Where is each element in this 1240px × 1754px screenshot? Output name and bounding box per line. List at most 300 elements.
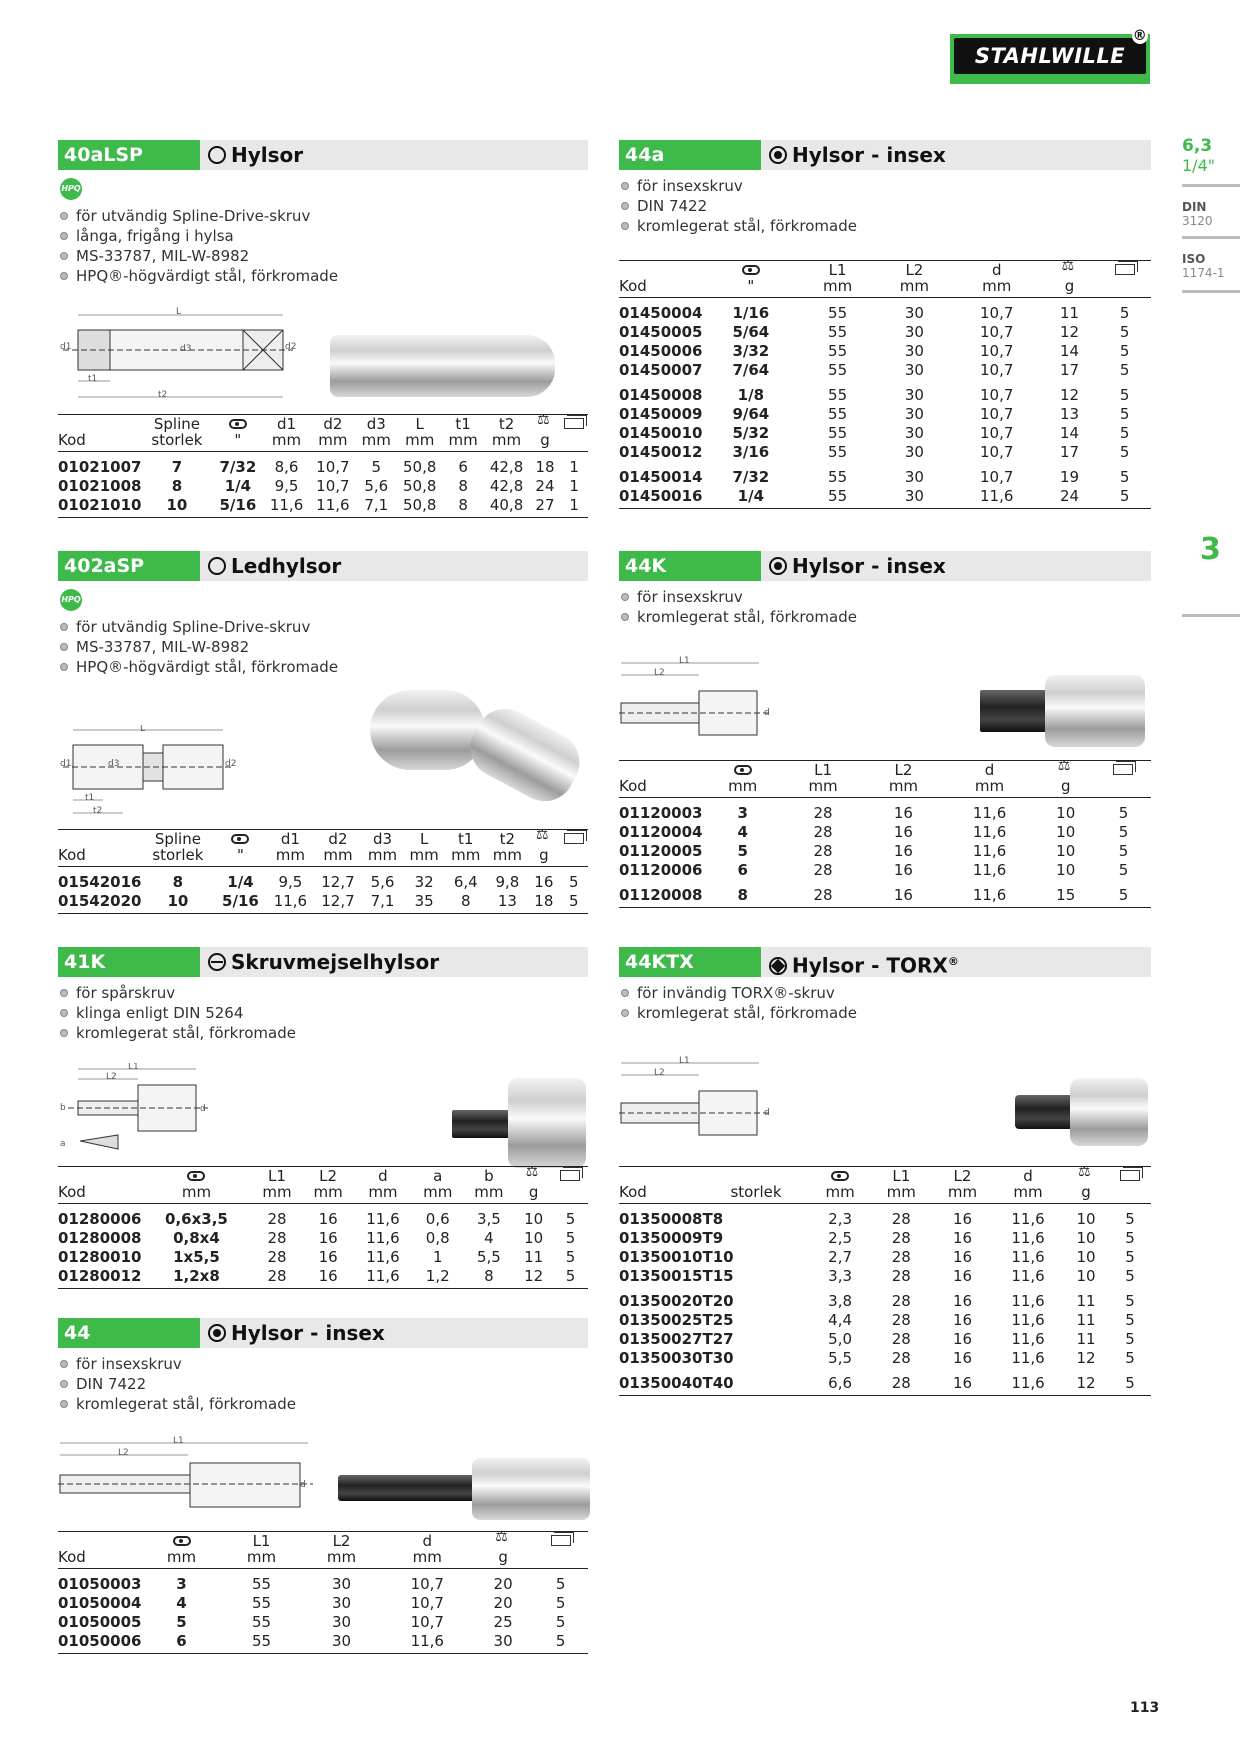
table-cell: 3,8 [828, 1292, 853, 1310]
table-cell: 12,7 [314, 892, 362, 914]
table-cell: 5 [1119, 443, 1130, 461]
column-header: mm [703, 778, 783, 798]
table-cell: 5 [1098, 487, 1151, 509]
column-header: mm [314, 847, 362, 867]
product-photo-screwdriver-socket [508, 1078, 586, 1168]
table-cell: 5 [1119, 361, 1130, 379]
technical-drawing [58, 1435, 318, 1515]
table-row [619, 380, 1151, 405]
dim-label-d2: d2 [225, 759, 237, 769]
column-header: t2 [498, 415, 515, 433]
column-header: L2 [953, 1167, 972, 1185]
article-code: 01280008 [58, 1229, 142, 1247]
article-code: 01350027 [619, 1330, 703, 1348]
column-header: g [473, 1549, 533, 1569]
table-cell: 20 [493, 1575, 513, 1593]
section-header [619, 551, 1151, 581]
column-header: mm [443, 432, 484, 452]
table-cell: 11,6 [366, 1210, 400, 1228]
dim-label-d2: d2 [285, 342, 297, 352]
table-cell: 16 [952, 1330, 973, 1348]
dim-label-d1: d1 [60, 759, 72, 769]
torx-icon [769, 957, 787, 975]
table-row [58, 1248, 588, 1267]
dim-label-L1: L1 [173, 1436, 184, 1446]
feature-item: för insexskruv [619, 176, 1151, 196]
dim-label-t2: t2 [93, 806, 103, 816]
article-code: 01450005 [619, 323, 703, 341]
table-cell: 10 [1056, 842, 1076, 860]
article-code: 01450014 [619, 468, 703, 486]
column-header: Kod [58, 1549, 142, 1569]
table-cell: T9 [702, 1229, 724, 1247]
table-cell: 16 [863, 880, 943, 908]
table-cell: 55 [828, 468, 848, 486]
table-cell: 10,7 [410, 1613, 444, 1631]
column-header: mm [362, 847, 404, 867]
section-44k [619, 551, 1151, 627]
article-code: 01450009 [619, 405, 703, 423]
section-title: Hylsor - insex [208, 1318, 385, 1348]
column-header: d3 [373, 830, 393, 848]
table-cell: 11 [1076, 1292, 1096, 1310]
table-cell: 16 [932, 1368, 993, 1396]
article-code: 01120005 [619, 842, 703, 860]
table-cell: 5 [1125, 1267, 1135, 1285]
table-cell: 28 [267, 1229, 287, 1247]
section-title: Hylsor - insex [769, 551, 946, 581]
weight-scale-icon [534, 415, 556, 429]
column-header: mm [310, 432, 356, 452]
table-cell: 11,6 [1011, 1292, 1045, 1310]
article-code: 01450012 [619, 443, 703, 461]
dim-label-d3: d3 [180, 344, 192, 354]
table-cell: 5 [555, 1575, 566, 1593]
column-header: mm [483, 432, 529, 452]
feature-list [58, 983, 588, 1043]
table-cell: 11,6 [953, 487, 1041, 509]
feature-item: för spårskruv [58, 983, 588, 1003]
table-cell: 5/32 [732, 424, 770, 442]
product-code: 41K [58, 947, 200, 977]
table-cell: 11,6 [1011, 1248, 1045, 1266]
column-header: L1 [252, 1532, 271, 1550]
table-cell: 5 [1118, 861, 1129, 879]
table-row [619, 1267, 1151, 1286]
table-row [619, 405, 1151, 424]
feature-item: för utvändig Spline-Drive-skruv [58, 206, 588, 226]
feature-list [58, 617, 588, 677]
table-cell: 5 [568, 873, 579, 891]
table-cell: 27 [530, 496, 561, 518]
column-header: d2 [323, 415, 343, 433]
table-cell: 28 [813, 823, 833, 841]
table-cell: 5 [1119, 424, 1130, 442]
table-cell: 16 [318, 1210, 338, 1228]
column-header: storlek [142, 847, 215, 867]
table-cell: 11,6 [310, 496, 356, 518]
table-cell: 10,7 [980, 424, 1014, 442]
article-code: 01280012 [58, 1267, 142, 1289]
product-photo-torx-bit [1015, 1095, 1075, 1129]
table-cell: 1,2 [412, 1267, 463, 1289]
table-cell: 17 [1059, 443, 1080, 461]
feature-item: HPQ®-högvärdigt stål, förkromade [58, 657, 588, 677]
table-cell: 10,7 [980, 386, 1014, 404]
column-header: d3 [366, 415, 386, 433]
table-cell: 16 [952, 1267, 973, 1285]
table-cell: T20 [702, 1292, 734, 1310]
table-cell: 3/32 [732, 342, 770, 360]
table-cell: 28 [813, 861, 833, 879]
table-cell: 4 [484, 1229, 494, 1247]
table-cell: 1/4 [703, 487, 800, 509]
table-cell: 10 [1076, 1267, 1096, 1285]
side-size-inch: 1/4" [1182, 156, 1216, 175]
table-cell: 1 [432, 1248, 443, 1266]
feature-item: kromlegerat stål, förkromade [619, 216, 1151, 236]
column-header: g [530, 432, 561, 452]
column-header: Spline [153, 415, 200, 433]
column-header: mm [944, 778, 1036, 798]
side-divider [1182, 236, 1240, 239]
table-cell: 16 [318, 1248, 338, 1266]
table-cell: 11 [524, 1248, 544, 1266]
drive-key-icon [734, 765, 752, 775]
article-code: 01120004 [619, 823, 703, 841]
side-divider [1182, 614, 1240, 617]
table-cell: 10,7 [980, 468, 1014, 486]
column-header: Kod [58, 1184, 142, 1204]
column-header: mm [267, 847, 315, 867]
section-40alsp [58, 140, 588, 286]
article-code: 01450010 [619, 424, 703, 442]
article-code: 01350015 [619, 1267, 703, 1285]
table-cell: 12,7 [321, 873, 355, 891]
table-cell: 6 [142, 1632, 222, 1654]
article-code: 01450008 [619, 386, 703, 404]
column-header: storlek [703, 1184, 810, 1204]
column-header: mm [783, 778, 863, 798]
article-code: 01450007 [619, 361, 703, 379]
table-cell: 1,2x8 [142, 1267, 252, 1289]
table-cell: 10 [1056, 804, 1076, 822]
table-cell: 5 [1119, 386, 1130, 404]
table-cell: 6 [737, 861, 748, 879]
column-header: mm [953, 278, 1041, 298]
table-cell: 55 [251, 1594, 272, 1612]
table-cell: 28 [891, 1267, 911, 1285]
column-header: d1 [280, 830, 300, 848]
table-cell: 55 [251, 1575, 272, 1593]
table-cell: 11,6 [993, 1368, 1063, 1396]
table-cell: 30 [473, 1632, 533, 1654]
table-cell: 28 [251, 1267, 302, 1289]
column-header: Kod [619, 778, 703, 798]
table-cell: 28 [891, 1229, 911, 1247]
section-title: Hylsor - insex [769, 140, 946, 170]
column-header: mm [251, 1184, 302, 1204]
table-cell: 4 [737, 823, 748, 841]
column-header: mm [303, 1184, 354, 1204]
table-cell: 5 [1119, 342, 1130, 360]
table-cell: 55 [828, 424, 848, 442]
table-cell: 10,7 [980, 342, 1014, 360]
column-header: mm [382, 1549, 473, 1569]
table-row [619, 1204, 1151, 1230]
table-cell: 5 [559, 892, 588, 914]
table-cell: T15 [702, 1267, 734, 1285]
spec-table-40alsp [58, 414, 588, 518]
column-header: d [991, 261, 1002, 279]
column-header: mm [463, 1184, 514, 1204]
article-code: 01050005 [58, 1613, 142, 1631]
table-cell: 11,6 [1011, 1267, 1045, 1285]
dim-label-t2: t2 [158, 390, 168, 400]
table-cell: 30 [904, 304, 924, 322]
section-44a [619, 140, 1151, 236]
column-header: L1 [892, 1167, 911, 1185]
column-header: d1 [277, 415, 297, 433]
table-cell: 28 [891, 1210, 911, 1228]
table-cell: 16 [952, 1292, 973, 1310]
weight-scale-icon [1075, 1167, 1097, 1181]
product-code: 44 [58, 1318, 200, 1348]
table-cell: 5 [553, 1267, 588, 1289]
section-header [58, 140, 588, 170]
table-cell: 0,8 [425, 1229, 450, 1247]
article-code: 01021007 [58, 458, 142, 476]
table-row [58, 1204, 588, 1230]
table-cell: 55 [222, 1632, 302, 1654]
table-cell: 16 [893, 861, 913, 879]
column-header: mm [412, 1184, 463, 1204]
table-cell: 7,1 [362, 892, 404, 914]
table-cell: 10 [524, 1229, 544, 1247]
article-code: 01450016 [619, 487, 703, 509]
side-size [1182, 136, 1240, 175]
feature-item: kromlegerat stål, förkromade [619, 607, 1151, 627]
column-header: mm [487, 847, 529, 867]
table-cell: 5 [371, 458, 382, 476]
column-header: mm [142, 1549, 222, 1569]
table-cell: 16 [893, 823, 913, 841]
article-code: 01350020 [619, 1292, 703, 1310]
table-cell: 14 [1059, 342, 1080, 360]
stahlwille-logo [950, 28, 1150, 84]
section-header [58, 947, 588, 977]
column-header: Kod [58, 847, 142, 867]
section-title: Skruvmejselhylsor [208, 947, 439, 977]
column-header: L2 [332, 1532, 351, 1550]
dim-label-L: L [140, 725, 146, 734]
column-header: d [1023, 1167, 1033, 1185]
table-row [58, 477, 588, 496]
hex-filled-icon [208, 1324, 226, 1342]
table-cell: 5 [1118, 842, 1129, 860]
column-header: g [514, 1184, 552, 1204]
product-photo-hex-bit [980, 690, 1050, 732]
table-cell: 6,6 [810, 1368, 871, 1396]
column-header: d [984, 761, 995, 779]
section-44 [58, 1318, 588, 1414]
technical-drawing [58, 1063, 228, 1153]
product-code: 402aSP [58, 551, 200, 581]
hex-filled-icon [769, 146, 787, 164]
table-cell: 5 [1118, 823, 1129, 841]
section-header [619, 140, 1151, 170]
table-cell: 5 [555, 1613, 566, 1631]
table-cell: 11,6 [1011, 1330, 1045, 1348]
table-cell: 3,5 [476, 1210, 501, 1228]
side-divider [1182, 290, 1240, 293]
feature-list [58, 1354, 588, 1414]
table-cell: 28 [891, 1311, 911, 1329]
table-row [619, 462, 1151, 487]
dim-label-L1: L1 [128, 1063, 139, 1072]
table-cell: 5,6 [364, 477, 389, 495]
table-row [619, 1248, 1151, 1267]
spec-table-44a [619, 260, 1151, 509]
article-code: 01120003 [619, 804, 703, 822]
drive-key-icon [173, 1536, 191, 1546]
dim-label-d: d [300, 1480, 306, 1490]
table-cell: 11,6 [1011, 1210, 1045, 1228]
column-header: " [212, 432, 263, 452]
column-header: L2 [894, 761, 913, 779]
spec-table-44ktx [619, 1166, 1151, 1396]
table-cell: 5 [565, 1210, 576, 1228]
table-cell: 30 [331, 1613, 352, 1631]
article-code: 01450006 [619, 342, 703, 360]
table-cell: 10 [1076, 1210, 1096, 1228]
column-header: Kod [619, 1184, 703, 1204]
column-header: t2 [499, 830, 516, 848]
table-cell: 8 [445, 892, 487, 914]
product-code: 44K [619, 551, 761, 581]
table-cell: 24 [535, 477, 555, 495]
table-cell: 12 [514, 1267, 552, 1289]
table-cell: 5 [176, 1613, 187, 1631]
table-cell: 5 [1125, 1229, 1135, 1247]
column-header: mm [810, 1184, 871, 1204]
table-row [619, 487, 1151, 509]
article-code: 01542020 [58, 892, 142, 914]
table-row [58, 452, 588, 478]
dim-label-d: d [200, 1104, 206, 1114]
table-cell: 4 [176, 1594, 187, 1612]
logo-text: STAHLWILLE [974, 44, 1126, 68]
table-cell: T27 [702, 1330, 734, 1348]
table-cell: 11,6 [263, 496, 309, 518]
article-code: 01021010 [58, 496, 142, 518]
product-photo-hex-socket [472, 1458, 590, 1520]
dim-label-d: d [764, 1108, 770, 1118]
drive-key-icon [231, 834, 249, 844]
table-cell: 8 [172, 873, 184, 891]
table-cell: 13 [487, 892, 529, 914]
table-cell: 8,6 [274, 458, 299, 476]
socket-ring-icon [208, 557, 226, 575]
table-cell: 13 [1059, 405, 1080, 423]
table-cell: 10 [1076, 1248, 1096, 1266]
table-cell: 10 [1056, 823, 1076, 841]
table-cell: 5 [1109, 1368, 1151, 1396]
table-cell: 28 [871, 1368, 932, 1396]
article-code: 01350009 [619, 1229, 703, 1247]
feature-list [58, 206, 588, 286]
side-iso [1182, 252, 1240, 280]
table-cell: 5 [1125, 1292, 1135, 1310]
package-box-icon [1115, 264, 1135, 275]
spec-table-402asp [58, 829, 588, 914]
section-header [58, 1318, 588, 1348]
table-cell: 2,3 [828, 1210, 853, 1228]
package-box-icon [551, 1535, 571, 1546]
table-cell: 3,3 [828, 1267, 853, 1285]
table-cell: 55 [251, 1613, 272, 1631]
column-header: mm [354, 1184, 412, 1204]
table-cell: 5/16 [212, 496, 263, 518]
column-header: mm [302, 1549, 382, 1569]
side-divider [1182, 184, 1240, 187]
side-size-mm: 6,3 [1182, 136, 1213, 156]
table-cell: 1/4 [224, 477, 252, 495]
table-cell: 5 [1119, 323, 1130, 341]
table-cell: 11,6 [382, 1632, 473, 1654]
table-row [619, 1349, 1151, 1368]
column-header: t1 [458, 830, 474, 848]
table-cell: 50,8 [397, 496, 443, 518]
column-header: mm [356, 432, 397, 452]
table-cell: 5 [1125, 1311, 1135, 1329]
article-code: 01120008 [619, 880, 703, 908]
table-cell: 55 [828, 304, 848, 322]
dim-label-L2: L2 [654, 668, 665, 678]
column-header: L [415, 415, 424, 433]
column-header: a [433, 1167, 443, 1185]
feature-item: DIN 7422 [58, 1374, 588, 1394]
table-cell: 35 [403, 892, 445, 914]
table-cell: 11,6 [972, 823, 1007, 841]
column-header: " [703, 278, 800, 298]
table-row [619, 443, 1151, 462]
table-cell: 10 [142, 892, 215, 914]
table-cell: 5 [1125, 1248, 1135, 1266]
dim-label-t1: t1 [88, 374, 98, 384]
weight-scale-icon [523, 1167, 545, 1181]
socket-ring-icon [208, 146, 226, 164]
table-cell: 28 [891, 1248, 911, 1266]
column-header: Kod [58, 432, 142, 452]
article-code: 01350010 [619, 1248, 703, 1266]
table-cell: 28 [783, 880, 863, 908]
slot-icon [208, 953, 226, 971]
table-cell: 16 [952, 1311, 973, 1329]
feature-item: kromlegerat stål, förkromade [58, 1023, 588, 1043]
article-code: 01021008 [58, 477, 142, 495]
column-header: mm [876, 278, 953, 298]
table-cell: 11,6 [972, 842, 1007, 860]
table-cell: 55 [828, 405, 848, 423]
section-44ktx [619, 947, 1151, 1023]
table-cell: 30 [904, 342, 924, 360]
table-cell: 5 [565, 1248, 576, 1266]
table-cell: 5 [1119, 304, 1130, 322]
table-cell: 1/8 [737, 386, 765, 404]
dim-label-L1: L1 [679, 656, 690, 666]
table-cell: 10 [1076, 1229, 1096, 1247]
